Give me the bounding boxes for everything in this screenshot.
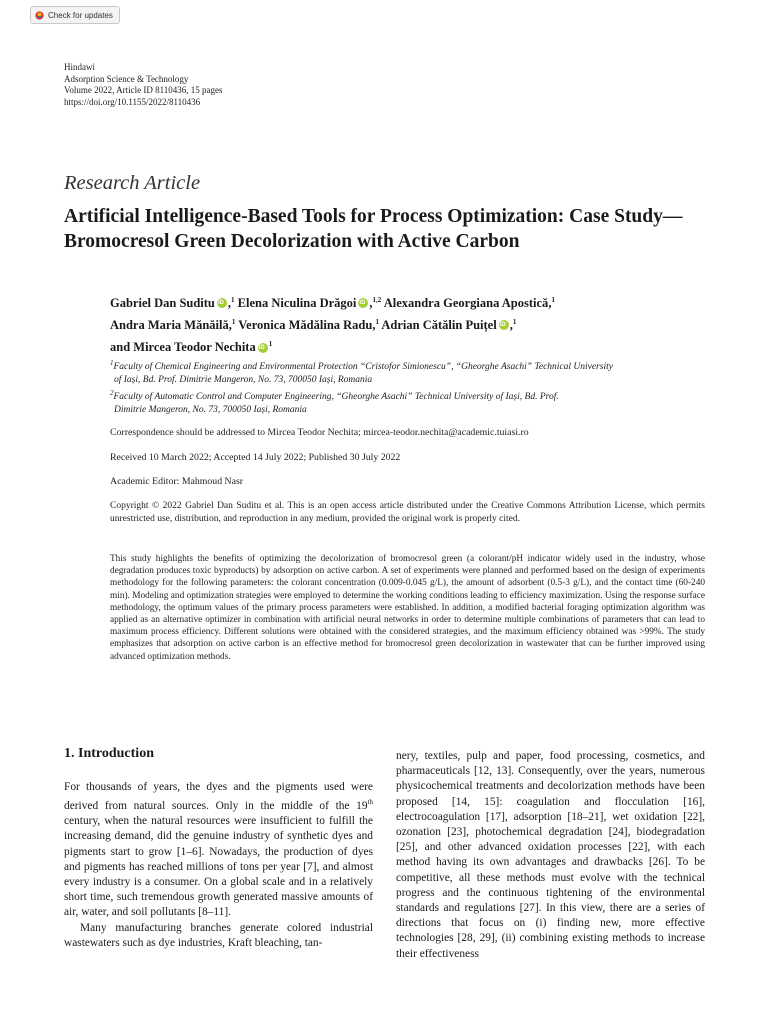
paragraph-text: century, when the natural resources were insufficient to fulfill the increasing demand, did the genuine industry of synthetic dyes and pigments start to grow [1–6]. Nowadays, the production of dyes and pigments has reached millions of tons per year [7], and almost every industry is a consumer. On a global scale and in a relatively short time, such tremendous growth generated massive amounts of air, water, and soil pollutants [8–11]. [64,815,373,919]
orcid-icon[interactable] [258,343,268,353]
affiliation-text: of Iași, Bd. Prof. Dimitrie Mangeron, No. 73, 700050 Iași, Romania [114,375,373,386]
volume-info: Volume 2022, Article ID 8110436, 15 pages [64,85,223,95]
affiliation-mark: 1,2 [372,296,382,304]
superscript: th [367,798,373,807]
affiliation-text: Dimitrie Mangeron, No. 73, 700050 Iași, Romania [114,405,307,416]
academic-editor: Academic Editor: Mahmoud Nasr [110,476,244,487]
affiliation-mark: 1 [231,296,235,304]
author-name: Andra Maria Mănăilă [110,318,229,333]
affiliation-mark: 1 [551,296,555,304]
authors-and: and [110,340,131,355]
body-column-left [64,780,373,951]
check-for-updates-badge[interactable] [30,6,120,24]
publication-dates: Received 10 March 2022; Accepted 14 July 2022; Published 30 July 2022 [110,452,401,463]
affiliations [110,357,710,417]
publisher: Hindawi [64,62,95,72]
orcid-icon[interactable] [217,298,227,308]
affiliation-mark: 1 [231,318,236,327]
paragraph [64,780,373,921]
crossmark-icon [35,11,44,20]
orcid-icon[interactable] [358,298,368,308]
affiliation-mark: 1 [375,318,379,327]
check-for-updates-label: Check for updates [48,10,113,20]
paragraph-text: nery, textiles, pulp and paper, food processing, cosmetics, and pharmaceuticals [12, 13]. Consequently, over the years, numerous physicochemical treatments and decolorization methods have been proposed [14, 15]: coagulation and flocculation [16], electrocoagulation [17], adsorption [18–21], wet oxidation [22], ozonation [23], photochemical degradation [24], biodegradation [25], and other advanced oxidation processes [22], with each method having its own advantages and drawbacks [26]. To be competitive, all these methods must evolve with the technical progress and the continuous tightening of the environmental standards and regulations [27]. In this view, there are a series of directions that focus on (i) finding new, more effective technologies [28, 29], (ii) combining existing methods to increase their effectiveness [396,750,705,960]
body-column-right [396,749,705,962]
doi-link[interactable]: https://doi.org/10.1155/2022/8110436 [64,96,201,107]
abstract: This study highlights the benefits of optimizing the decolorization of bromocresol green (a colorant/pH indicator widely used in the industry, whose degradation produces toxic byproducts) by adsorption on active carbon. A set of experiments were planned and performed based on the design of experiments methodology for the following parameters: the colorant concentration (0.009-0.045 g/L), the amount of adsorbent (0.5-3 g/L), and the contact time (60-240 min). Modeling and optimization strategies were employed to determine the working conditions leading to efficiency maximization. Using the response surface methodology, the optimum values of the primary process parameters were established. In addition, a modified bacterial foraging optimization algorithm was applied as an alternative optimizer in combination with artificial neural networks in order to determine multiple combinations of parameters that can lead to maximum process efficiency. Different solutions were obtained with the considered strategies, and the maximum efficiency obtained was >99%. The study emphasizes that adsorption on active carbon is an effective method for bromocresol green decolorization in wastewater that can be further improved using advanced optimization methods. [110,554,705,662]
author-name: Gabriel Dan Suditu [110,296,215,311]
affiliation-text: Faculty of Automatic Control and Computer Engineering, “Gheorghe Asachi” Technical University of Iași, Bd. Prof. [113,392,559,403]
affiliation-text: Faculty of Chemical Engineering and Environmental Protection “Cristofor Simionescu”, “Gheorghe Asachi” Technical University [113,362,613,373]
paragraph-text: For thousands of years, the dyes and the pigments used were derived from natural sources. Only in the middle of the 19 [64,781,373,812]
paragraph [396,749,705,962]
copyright-notice: Copyright © 2022 Gabriel Dan Suditu et al. This is an open access article distributed under the Creative Commons Attribution License, which permits unrestricted use, distribution, and reproduction in any medium, provided the original work is properly cited. [110,501,705,524]
section-heading: 1. Introduction [64,746,154,761]
orcid-icon[interactable] [499,320,509,330]
paragraph-text: Many manufacturing branches generate colored industrial wastewaters such as dye industries, Kraft bleaching, tan- [64,921,373,949]
affiliation-mark: 1 [512,318,517,327]
affiliation-number: 2 [110,389,114,398]
author-name: Elena Niculina Drăgoi [237,296,357,311]
author-name: Veronica Mădălina Radu [238,318,373,333]
correspondence: Correspondence should be addressed to Mircea Teodor Nechita; mircea-teodor.nechita@academic.tuiasi.ro [110,427,529,438]
paper-title: Artificial Intelligence-Based Tools for Process Optimization: Case Study—Bromocresol Green Decolorization with Active Carbon [64,206,683,252]
journal-header [64,62,222,108]
affiliation-mark: 1 [268,340,273,349]
paragraph [64,921,373,951]
author-list: Gabriel Dan SudituiD ,$^1$ Elena Niculina DrăgoiiD ,$^{1,2}$ Alexandra Georgiana Apostică,$^1$ Andra Maria Mănăilă,$^1$ Veronica Mădălina Radu,$^1$ Adrian Cătălin PuițeliD ,$^1$ and Mircea Teodor NechitaiD $^1$ [110,291,710,357]
article-type: Research Article [64,172,201,194]
author-name: Adrian Cătălin Puițel [381,318,497,333]
author-name: Mircea Teodor Nechita [133,340,256,355]
affiliation-number: 1 [110,359,114,367]
author-name: Alexandra Georgiana Apostică [383,296,549,311]
journal-name: Adsorption Science & Technology [64,73,189,84]
